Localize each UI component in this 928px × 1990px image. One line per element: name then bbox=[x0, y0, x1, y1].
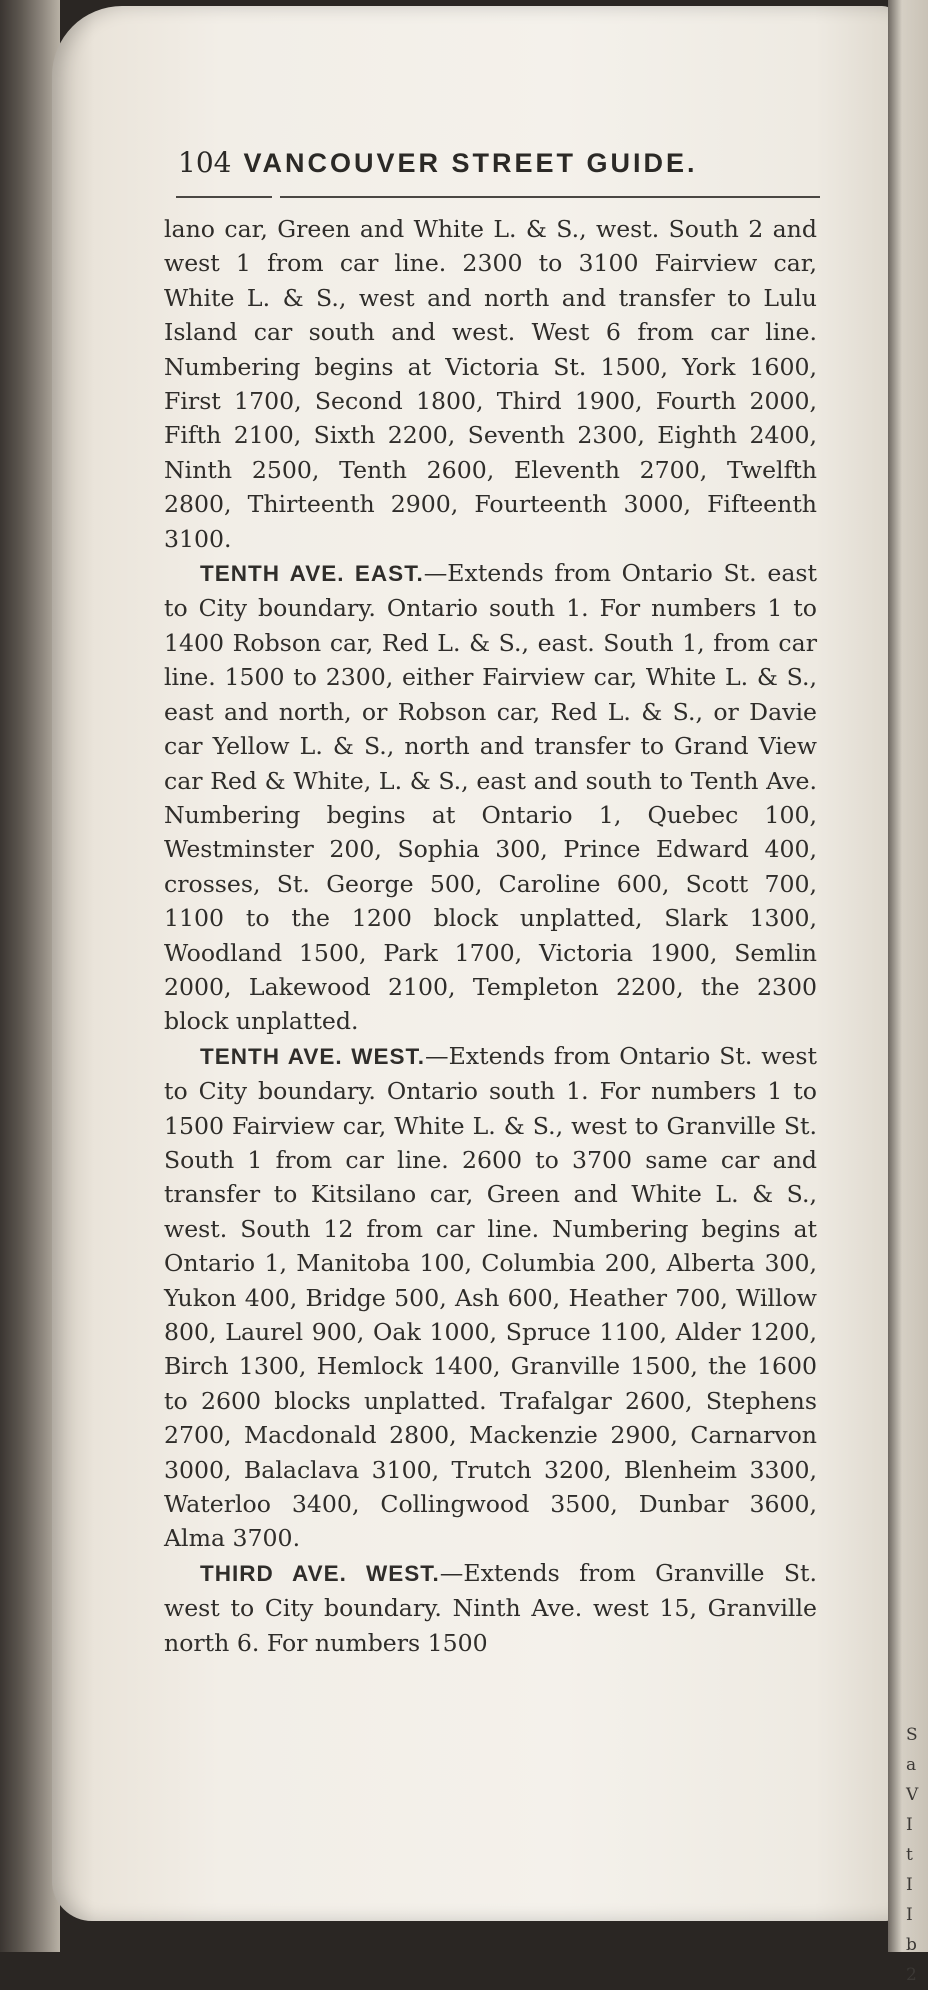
street-heading: THIRD AVE. WEST. bbox=[200, 1560, 440, 1586]
edge-char: S bbox=[906, 1725, 918, 1745]
book-spine bbox=[0, 0, 60, 1952]
header-rule-left bbox=[176, 196, 272, 198]
facing-page-edge bbox=[888, 0, 928, 1985]
edge-char: b bbox=[906, 1935, 917, 1955]
edge-char: t bbox=[906, 1845, 913, 1865]
street-description: —Extends from Granville St. west to City boundary. Ninth Ave. west 15, Granville north 6. For numbers 1500 bbox=[164, 1558, 817, 1657]
edge-char: I bbox=[906, 1815, 913, 1835]
street-entry-third-ave-west bbox=[164, 1556, 817, 1660]
facing-page-edge-text bbox=[906, 1720, 920, 1990]
page-number: 104 bbox=[178, 146, 232, 179]
street-heading: TENTH AVE. EAST. bbox=[200, 561, 424, 587]
street-description: —Extends from Ontario St. east to City boundary. Ontario south 1. For numbers 1 to 1400 Robson car, Red L. & S., east. South 1, from car line. 1500 to 2300, either Fairview car, White L. & S., east and north, or Robson car, Red L. & S., or Davie car Yellow L. & S., north and transfer to Grand View car Red & White, L. & S., east and south to Tenth Ave. Numbering begins at Ontario 1, Quebec 100, Westminster 200, Sophia 300, Prince Edward 400, crosses, St. George 500, Caroline 600, Scott 700, 1100 to the 1200 block unplatted, Slark 1300, Woodland 1500, Park 1700, Victoria 1900, Semlin 2000, Lakewood 2100, Templeton 2200, the 2300 block unplatted. bbox=[164, 559, 817, 1036]
edge-char: I bbox=[906, 1905, 913, 1925]
edge-char: 2 bbox=[906, 1965, 917, 1985]
page-header bbox=[178, 146, 818, 179]
street-entry-tenth-ave-east bbox=[164, 556, 817, 1039]
street-entry-tenth-ave-west bbox=[164, 1039, 817, 1556]
street-description: —Extends from Ontario St. west to City boundary. Ontario south 1. For numbers 1 to 1500 Fairview car, White L. & S., west to Granville St. South 1 from car line. 2600 to 3700 same car and transfer to Kitsilano car, Green and White L. & S., west. South 12 from car line. Numbering begins at Ontario 1, Manitoba 100, Columbia 200, Alberta 300, Yukon 400, Bridge 500, Ash 600, Heather 700, Willow 800, Laurel 900, Oak 1000, Spruce 1100, Alder 1200, Birch 1300, Hemlock 1400, Granville 1500, the 1600 to 2600 blocks unplatted. Trafalgar 2600, Stephens 2700, Macdonald 2800, Mackenzie 2900, Carnarvon 3000, Balaclava 3100, Trutch 3200, Blenheim 3300, Waterloo 3400, Collingwood 3500, Dunbar 3600, Alma 3700. bbox=[164, 1041, 817, 1553]
edge-char: V bbox=[906, 1785, 919, 1805]
continuation-paragraph: lano car, Green and White L. & S., west. South 2 and west 1 from car line. 2300 to 3100 Fairview car, White L. & S., west and north and transfer to Lulu Island car south and west. West 6 from car line. Numbering begins at Victoria St. 1500, York 1600, First 1700, Second 1800, Third 1900, Fourth 2000, Fifth 2100, Sixth 2200, Seventh 2300, Eighth 2400, Ninth 2500, Tenth 2600, Eleventh 2700, Twelfth 2800, Thirteenth 2900, Fourteenth 3000, Fifteenth 3100. bbox=[164, 215, 817, 553]
page-title: VANCOUVER STREET GUIDE. bbox=[243, 148, 698, 178]
street-heading: TENTH AVE. WEST. bbox=[200, 1043, 425, 1069]
guide-text bbox=[164, 212, 817, 1660]
edge-char: a bbox=[906, 1755, 917, 1775]
header-rule-right bbox=[280, 196, 820, 198]
edge-char: I bbox=[906, 1875, 913, 1895]
